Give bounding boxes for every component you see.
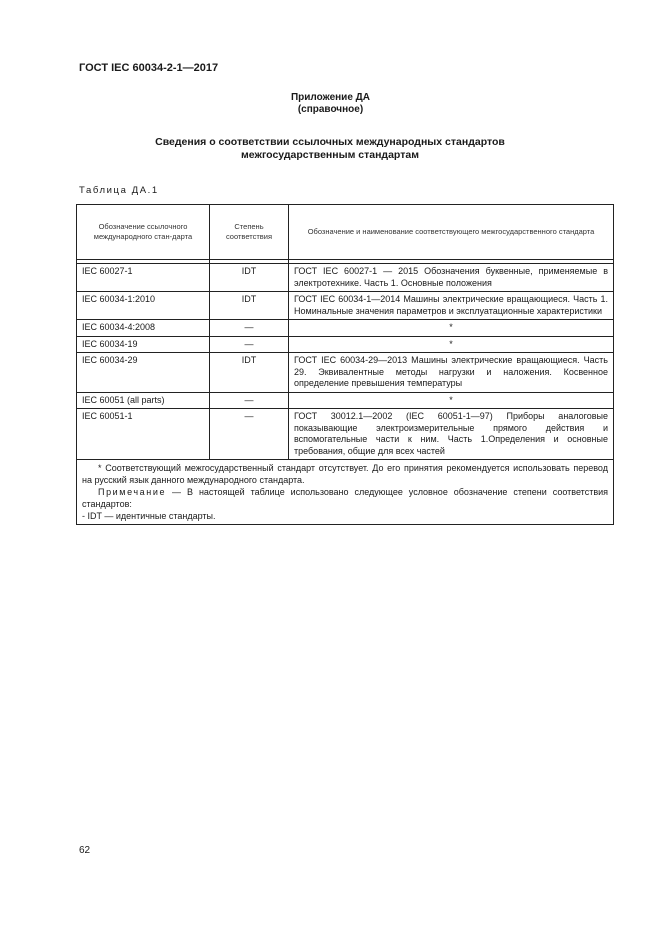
table-row	[77, 320, 614, 337]
table-footnotes	[77, 460, 614, 525]
standards-table	[76, 204, 614, 525]
table-row	[77, 264, 614, 292]
cell-gost: ГОСТ 30012.1—2002 (IEC 60051-1—97) Приборы аналоговые показывающие электроизмерительные прямого действия и вспомогательные части к ним. Часть 1.Определения и основные требования, общие для всех частей	[289, 409, 614, 460]
cell-reference: IEC 60051 (all parts)	[77, 392, 210, 409]
footnote-asterisk: * Соответствующий межгосударственный стандарт отсутствует. До его принятия рекомендуется использовать перевод на русский язык данного международного стандарта.	[82, 463, 608, 485]
cell-gost: *	[289, 320, 614, 337]
annex-subtitle: (справочное)	[297, 104, 364, 115]
note-label: Примечание	[98, 487, 167, 497]
document-code: ГОСТ IEC 60034-2-1—2017	[79, 62, 219, 74]
header-interstate-standard: Обозначение и наименование соответствующего межгосударственного стандарта	[289, 205, 614, 260]
table-header-row	[77, 205, 614, 260]
cell-degree: —	[210, 392, 289, 409]
cell-gost: ГОСТ IEC 60027-1 — 2015 Обозначения буквенные, применяемые в электротехнике. Часть 1. Основные положения	[289, 264, 614, 292]
table-footnote-row	[77, 460, 614, 525]
cell-gost: *	[289, 392, 614, 409]
annex-title: Приложение ДА	[290, 92, 371, 103]
cell-degree: —	[210, 336, 289, 353]
cell-degree: IDT	[210, 264, 289, 292]
cell-reference: IEC 60027-1	[77, 264, 210, 292]
cell-degree: —	[210, 320, 289, 337]
cell-degree: IDT	[210, 292, 289, 320]
table-row	[77, 409, 614, 460]
cell-degree: —	[210, 409, 289, 460]
cell-reference: IEC 60034-1:2010	[77, 292, 210, 320]
cell-degree: IDT	[210, 353, 289, 393]
header-degree: Степень соответствия	[210, 205, 289, 260]
table-row	[77, 336, 614, 353]
cell-gost: *	[289, 336, 614, 353]
table-row	[77, 292, 614, 320]
page-number: 62	[79, 845, 91, 856]
table-note	[82, 486, 608, 510]
note-item: - IDT — идентичные стандарты.	[82, 511, 216, 521]
table-row	[77, 392, 614, 409]
header-reference-standard: Обозначение ссылочного международного стан-дарта	[77, 205, 210, 260]
cell-gost: ГОСТ IEC 60034-29—2013 Машины электрические вращающиеся. Часть 29. Эквивалентные методы нагрузки и наложения. Косвенное определение превышения температуры	[289, 353, 614, 393]
table-row	[77, 353, 614, 393]
cell-reference: IEC 60034-19	[77, 336, 210, 353]
cell-reference: IEC 60051-1	[77, 409, 210, 460]
cell-reference: IEC 60034-29	[77, 353, 210, 393]
cell-gost: ГОСТ IEC 60034-1—2014 Машины электрические вращающиеся. Часть 1. Номинальные значения параметров и эксплуатационные характеристики	[289, 292, 614, 320]
table-label: Таблица ДА.1	[79, 185, 159, 196]
annex-heading: Сведения о соответствии ссылочных международных стандартов межгосударственным стандартам	[155, 136, 505, 161]
cell-reference: IEC 60034-4:2008	[77, 320, 210, 337]
note-text: — В настоящей таблице использовано следующее условное обозначение степени соответствия стандартов:	[82, 487, 608, 509]
